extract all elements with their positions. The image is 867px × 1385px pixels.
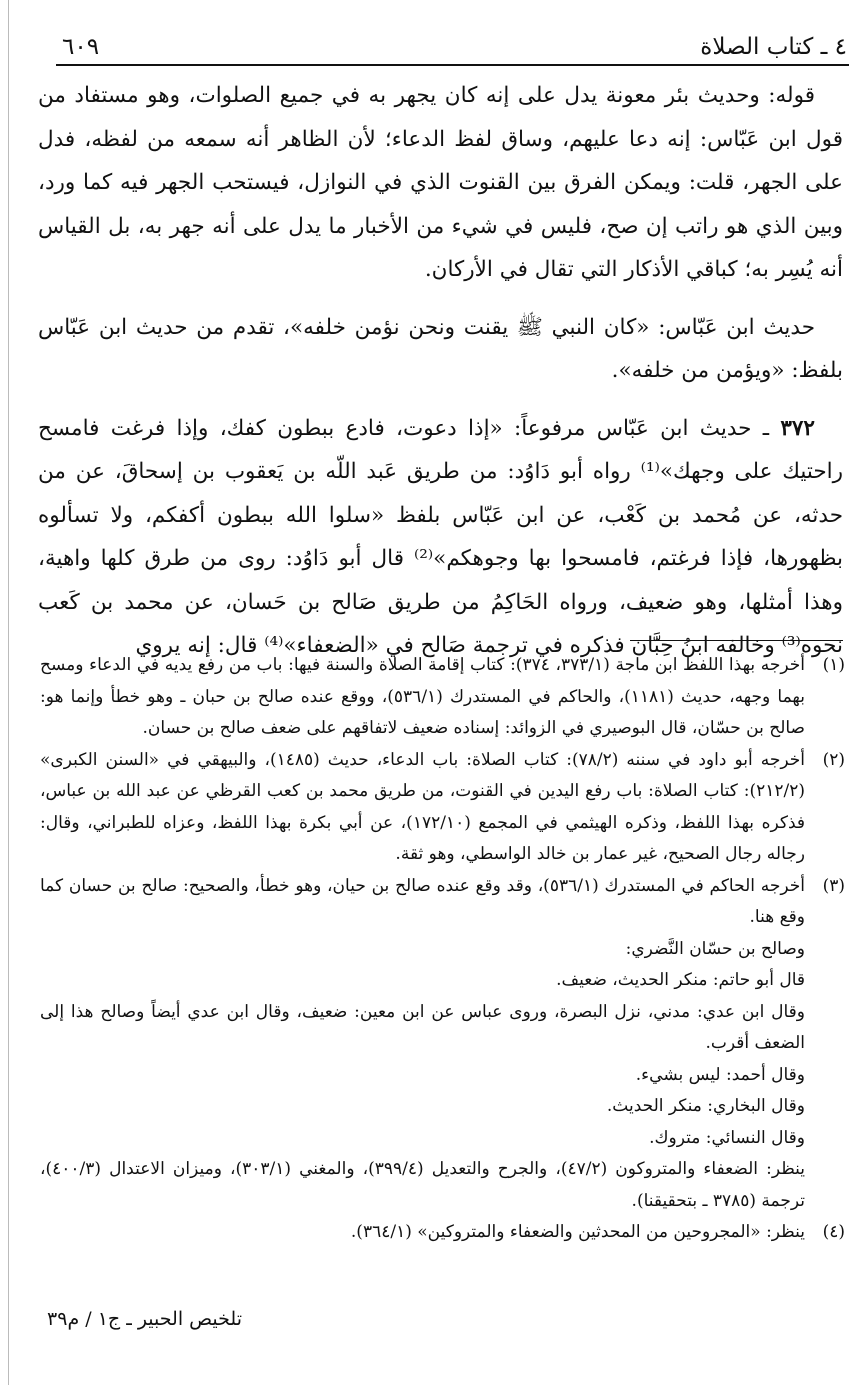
footnote-line: قال أبو حاتم: منكر الحديث، ضعيف. [556, 970, 805, 990]
footnote-text: أخرجه بهذا اللفظ ابن ماجة (٣٧٣/١، ٣٧٤): كتاب إقامة الصلاة والسنة فيها: باب من رفع يديه في الدعاء ومسح بهما وجهه، حديث (١١٨١)، والحاكم في المستدرك (٥٣٦/١)، ووقع عنده صالح بن حبان ـ وهو خطأ وإنما هو: صالح بن حسّان، قال البوصيري في الزوائد: إسناده ضعيف لاتفاقهم على ضعف صالح بن حسان. [40, 655, 805, 738]
main-text [38, 74, 843, 682]
footnote-1 [40, 650, 845, 745]
header-page-number: ٦٠٩ [62, 34, 100, 60]
paragraph-2: حديث ابن عَبّاس: «كان النبي ﷺ يقنت ونحن نؤمن خلفه»، تقدم من حديث ابن عَبّاس بلفظ: «ويؤمن من خلفه». [38, 314, 843, 383]
header-rule [56, 64, 849, 66]
running-header [62, 20, 847, 60]
footnote-line: وقال البخاري: منكر الحديث. [606, 1096, 805, 1116]
footnote-line: أخرجه الحاكم في المستدرك (٥٣٦/١)، وقد وقع عنده صالح بن حيان، وهو خطأ، والصحيح: صالح بن حسان كما وقع هنا. [40, 875, 805, 927]
footnote-4 [40, 1217, 845, 1249]
hadith-number: ٣٧٢ [780, 415, 815, 441]
footnote-text: ينظر: «المجروحين من المحدثين والضعفاء والمتروكين» (٣٦٤/١). [350, 1222, 805, 1242]
footnote-line: وقال النسائي: متروك. [649, 1127, 805, 1148]
header-title: ٤ ـ كتاب الصلاة [700, 34, 847, 60]
signature-mark: تلخيص الحبير ـ ج١ / م٣٩ [47, 1308, 242, 1330]
footnote-separator [630, 640, 843, 641]
footnote-line: وقال ابن عدي: مدني، نزل البصرة، وروى عباس عن ابن معين: ضعيف، وقال ابن عدي أيضاً وصالح هذا إلى الضعف أقرب. [40, 1001, 805, 1053]
footnote-label: (٤) [822, 1222, 845, 1242]
footnote-label: (٣) [822, 875, 845, 896]
paragraph-3-text: ـ حديث ابن عَبّاس مرفوعاً: «إذا دعوت، فادع ببطون كفك، وإذا فرغت فامسح راحتيك على وجهك»⁽¹⁾ رواه أبو دَاوُد: من طريق عَبد اللّه بن يَعقوب بن إسحاقَ، عن من حدثه، عن مُحمد بن كَعْب، عن ابن عَبّاس بلفظ «سلوا الله ببطون أكفكم، ولا تسألوه بظهورها، فإذا فرغتم، فامسحوا بها وجوهكم»⁽²⁾ قال أبو دَاوُد: روى من طرق كلها واهية، وهذا أمثلها، وهو ضعيف، ورواه الحَاكِمُ من طريق صَالح بن حَسان، عن محمد بن كَعب نحوه⁽³⁾ وخالفه ابنُ حِبَّان فذكره في ترجمة صَالح في «الضعفاء»⁽⁴⁾ قال: إنه يروي [38, 415, 843, 658]
footnote-line: وصالح بن حسّان النَّضري: [625, 938, 805, 959]
footnote-label: (٢) [822, 749, 845, 770]
footnote-line: ينظر: الضعفاء والمتروكون (٤٧/٢)، والجرح والتعديل (٣٩٩/٤)، والمغني (٣٠٣/١)، وميزان الاعتدال (٤٠٠/٣)، ترجمة (٣٧٨٥ ـ بتحقيقنا). [40, 1159, 806, 1211]
footnote-2 [40, 745, 845, 871]
footnote-3 [40, 871, 845, 1218]
footnote-text [40, 871, 805, 1218]
footnote-line: وقال أحمد: ليس بشيء. [635, 1064, 805, 1085]
footnote-label: (١) [822, 655, 845, 675]
footnotes [40, 650, 845, 1249]
footnote-text: أخرجه أبو داود في سننه (٧٨/٢): كتاب الصلاة: باب الدعاء، حديث (١٤٨٥)، والبيهقي في «السنن الكبرى» (٢١٢/٢): كتاب الصلاة: باب رفع اليدين في القنوت، من طريق محمد بن كعب القرظي عن عبد الله بن عباس، فذكره بهذا اللفظ، وذكره الهيثمي في المجمع (١٧٢/١٠)، عن أبي بكرة بهذا اللفظ، وعزاه للطبراني، وقال: رجاله رجال الصحيح، غير عمار بن خالد الواسطي، وهو ثقة. [40, 749, 806, 864]
paragraph-3 [38, 407, 843, 668]
page-edge [8, 0, 9, 1385]
paragraph-1: قوله: وحديث بئر معونة يدل على إنه كان يجهر به في جميع الصلوات، وهو مستفاد من قول ابن عَبّاس: إنه دعا عليهم، وساق لفظ الدعاء؛ لأن الظاهر أنه سمعه من لفظه، فدل على الجهر، قلت: ويمكن الفرق بين القنوت الذي في النوازل، فيستحب الجهر فيه كما ورد، وبين الذي هو راتب إن صح، فليس في شيء من الأخبار ما يدل على أنه جهر به، بل القياس أنه يُسِر به؛ كباقي الأذكار التي تقال في الأركان. [38, 83, 843, 282]
